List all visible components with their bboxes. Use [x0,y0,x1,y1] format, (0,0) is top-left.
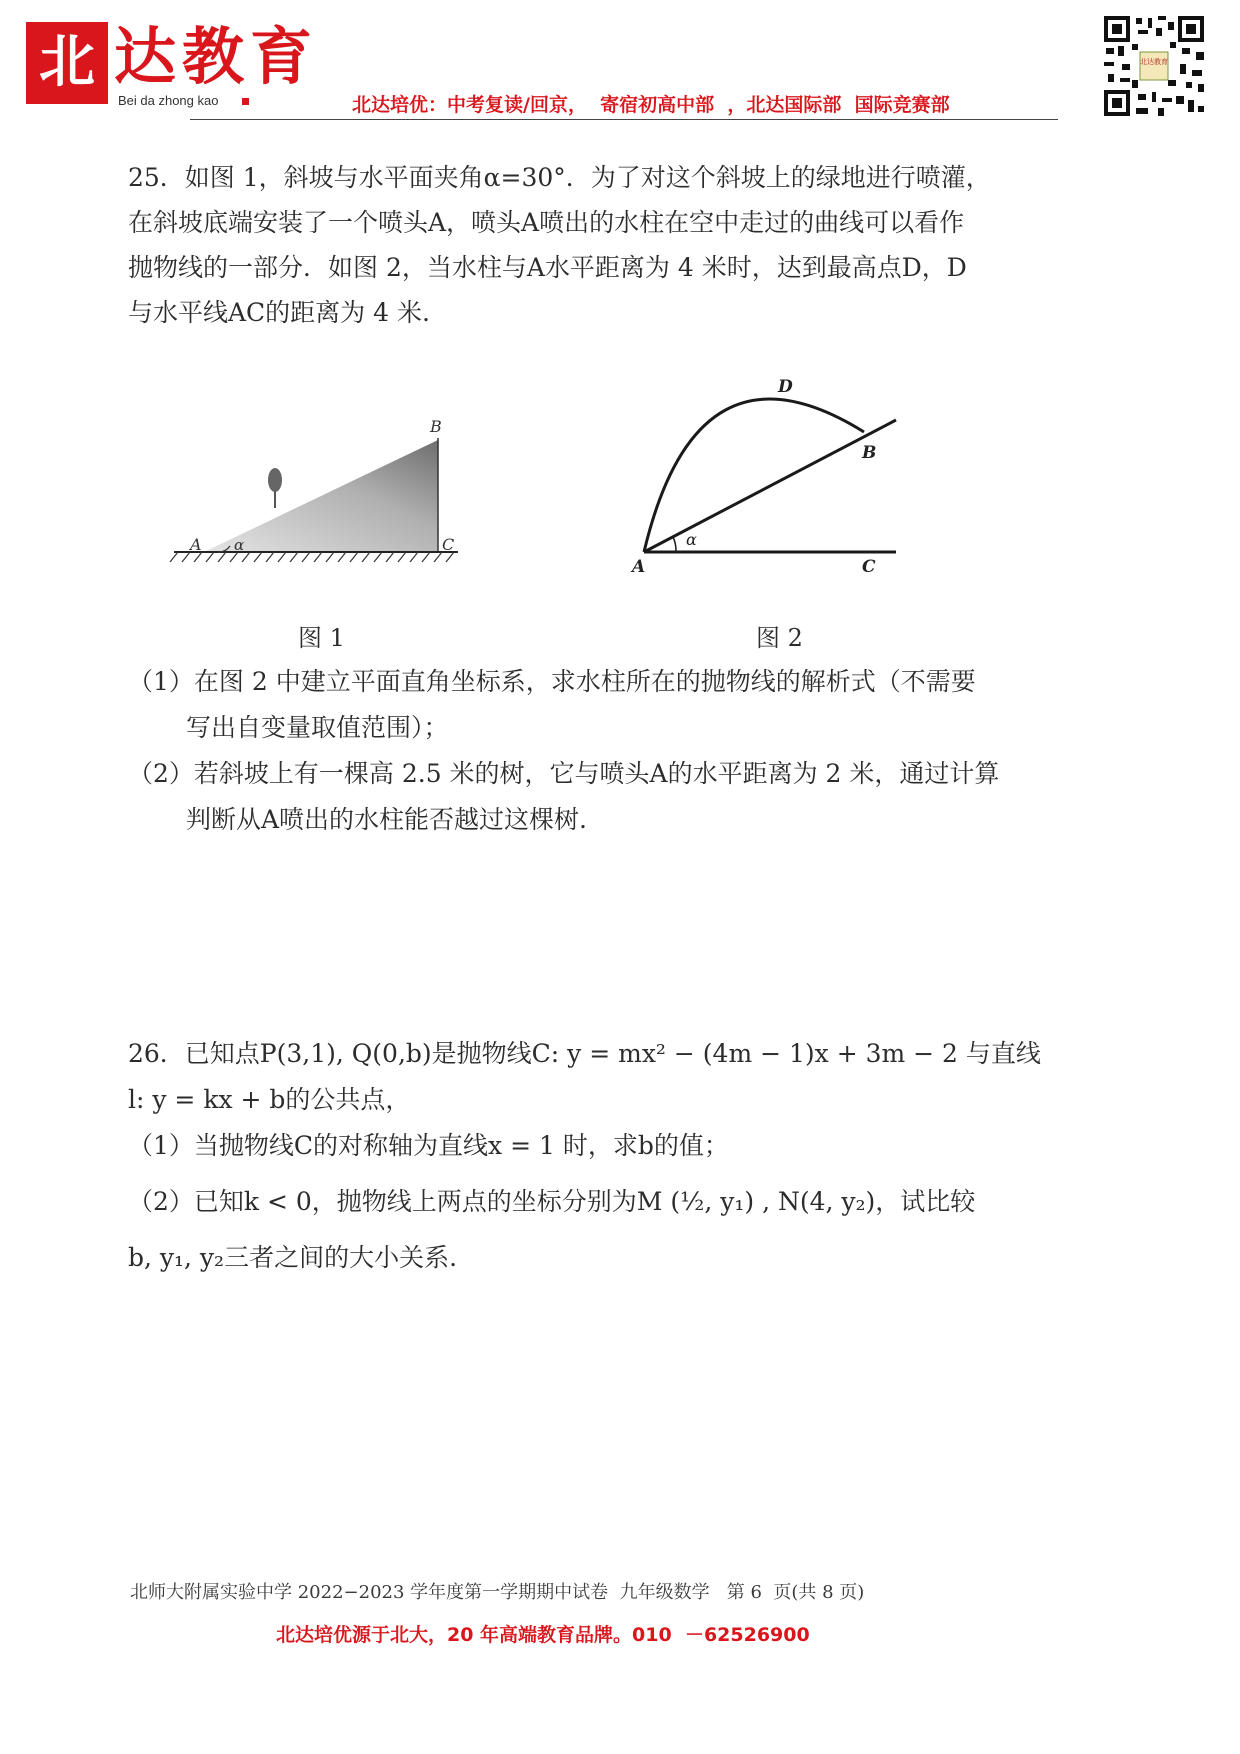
tree-icon [268,468,282,508]
fig1-label-c: C [442,535,455,554]
header-slogan: 北达培优：中考复读/回京， 寄宿初高中部 ，北达国际部 国际竞赛部 [352,94,950,116]
q25-sub1-line2: 写出自变量取值范围）； [186,713,449,742]
qr-label: 北达教育 [1140,58,1168,66]
q25-line4: 与水平线AC的距离为 4 米. [128,298,430,327]
q26-line1: 26．已知点P(3,1), Q(0,b)是抛物线C: y = mx² − (4m − 1)x + 3m − 2 与直线 [128,1039,1041,1068]
q26-sub2-cont: b, y₁, y₂三者之间的大小关系. [128,1243,458,1272]
fig2-label-d: D [778,377,793,397]
q26-line2: l: y = kx + b的公共点， [128,1085,411,1114]
q25-line2: 在斜坡底端安装了一个喷头A，喷头A喷出的水柱在空中走过的曲线可以看作 [128,208,965,237]
brand-footer: 北达培优源于北大，20 年高端教育品牌。010 －62526900 [276,1624,810,1646]
fig2-caption: 图 2 [756,624,803,652]
water-parabola [644,399,864,552]
slope-line [644,420,896,552]
fig2-label-a: A [632,557,646,577]
logo-pinyin: Bei da zhong kao [118,93,219,108]
fig2-label-alpha: α [686,530,697,549]
logo-dot [242,98,249,105]
exam-footer: 北师大附属实验中学 2022−2023 学年度第一学期期中试卷 九年级数学 第 6 页(共 8 页) [130,1582,865,1603]
q25-sub2-line1: （2）若斜坡上有一棵高 2.5 米的树，它与喷头A的水平距离为 2 米，通过计算 [128,759,1000,788]
figure-1 [168,410,468,570]
q25-sub2-line2: 判断从A喷出的水柱能否越过这棵树. [186,805,588,834]
fig2-label-c: C [862,557,876,577]
ground-hatching [170,552,454,562]
q25-sub1-line1: （1）在图 2 中建立平面直角坐标系，求水柱所在的抛物线的解析式（不需要 [128,667,976,696]
fig1-caption: 图 1 [298,624,345,652]
q26-sub1: （1）当抛物线C的对称轴为直线x = 1 时，求b的值； [128,1131,729,1160]
figure-2 [612,372,912,578]
qr-code [1102,14,1206,118]
q25-line3: 抛物线的一部分．如图 2，当水柱与A水平距离为 4 米时，达到最高点D，D [128,253,967,282]
logo-name: 达教育 [114,20,319,93]
q25-line1: 25．如图 1，斜坡与水平面夹角α=30°．为了对这个斜坡上的绿地进行喷灌， [128,163,991,192]
fig1-label-a: A [190,535,202,554]
fig1-label-alpha: α [234,536,245,554]
fig1-label-b: B [430,417,442,436]
logo-mark [26,22,108,104]
logo-char: 北 [39,30,95,95]
header-divider [190,119,1058,120]
fig2-label-b: B [862,443,877,463]
q26-sub2: （2）已知k < 0，抛物线上两点的坐标分别为M (½, y₁) , N(4, y₂)，试比较 [128,1187,976,1216]
